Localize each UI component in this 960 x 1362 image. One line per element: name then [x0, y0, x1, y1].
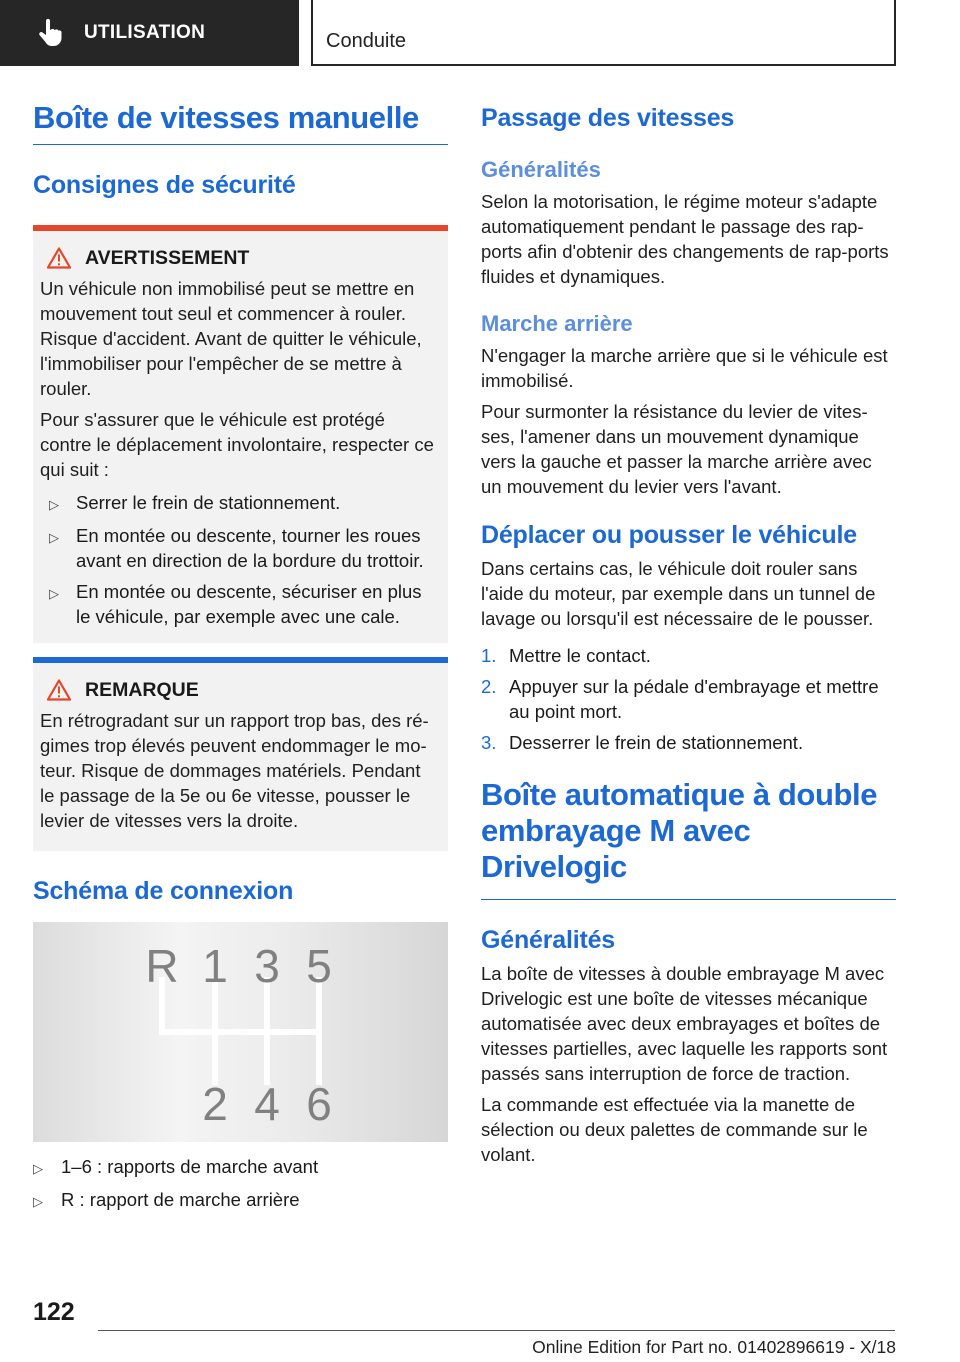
header-chapter-label: Conduite — [326, 30, 407, 52]
header-section-label: UTILISATION — [84, 22, 206, 43]
list-item — [40, 523, 440, 573]
header-section-tab — [0, 0, 299, 66]
list-item — [481, 643, 896, 668]
gear-label-3: 3 — [254, 939, 280, 992]
footer-divider — [98, 1330, 895, 1331]
warning-title — [40, 247, 440, 270]
list-item-text: 1–6 : rapports de marche avant — [61, 1155, 319, 1177]
gear-shift-diagram — [33, 922, 448, 1142]
note-paragraph: En rétrogradant sur un rapport trop bas, des ré-gimes trop élevés peuvent endommager le mo-teur. Risque de dommages matériels. Pendant le passage de la 5e ou 6e vitesse, pousser le levier de vitesses vers la droite. — [40, 709, 429, 831]
left-column — [33, 100, 448, 1220]
step-number: 3. — [481, 732, 497, 753]
schema-heading: Schéma de connexion — [33, 876, 294, 905]
warning-list — [40, 490, 440, 629]
gear-label-4: 4 — [254, 1077, 280, 1130]
hand-pointer-icon — [38, 19, 62, 47]
list-item-text: R : rapport de marche arrière — [61, 1188, 300, 1210]
gear-label-5: 5 — [306, 939, 332, 992]
list-item — [33, 1154, 448, 1181]
page-number: 122 — [33, 1298, 75, 1326]
list-item-text: Serrer le frein de stationnement. — [76, 491, 341, 513]
gear-label-r: R — [145, 939, 179, 992]
triangle-bullet-icon: ▷ — [49, 496, 59, 512]
schema-legend — [33, 1154, 448, 1214]
reverse-paragraph: N'engager la marche arrière que si le véhicule est immobilisé. — [481, 345, 888, 391]
move-vehicle-heading: Déplacer ou pousser le véhicule — [481, 521, 857, 549]
note-box — [33, 657, 448, 851]
general2-heading: Généralités — [481, 926, 615, 954]
triangle-bullet-icon: ▷ — [49, 529, 59, 545]
header-chapter-tab — [311, 0, 896, 66]
safety-heading: Consignes de sécurité — [33, 170, 296, 199]
list-item — [481, 730, 896, 755]
step-text: Mettre le contact. — [509, 645, 651, 666]
general2-paragraph: La commande est effectuée via la manette de sélection ou deux palettes de commande sur le volant. — [481, 1094, 868, 1165]
footer-edition: Online Edition for Part no. 01402896619 - X/18 — [532, 1337, 896, 1357]
reverse-paragraph: Pour surmonter la résistance du levier de vites-ses, l'amener dans un mouvement dynamique vers la gauche et passer la marche arrière avec un mouvement du levier vers l'avant. — [481, 401, 872, 497]
reverse-subheading: Marche arrière — [481, 311, 633, 336]
step-number: 1. — [481, 645, 497, 666]
gear-label-6: 6 — [306, 1077, 332, 1130]
step-text: Appuyer sur la pédale d'embrayage et mettre au point mort. — [509, 676, 879, 722]
warning-box — [33, 225, 448, 643]
list-item — [40, 579, 440, 629]
list-item-text: En montée ou descente, sécuriser en plus le véhicule, par exemple avec une cale. — [76, 580, 422, 627]
gear-label-1: 1 — [202, 939, 228, 992]
manual-gearbox-title: Boîte de vitesses manuelle — [33, 100, 448, 145]
step-number: 2. — [481, 676, 497, 697]
move-vehicle-paragraph: Dans certains cas, le véhicule doit rouler sans l'aide du moteur, par exemple dans un tunnel de lavage ou lorsqu'il est nécessaire de le pousser. — [481, 558, 876, 629]
notice-triangle-icon — [47, 679, 71, 701]
general-paragraph: Selon la motorisation, le régime moteur s'adapte automatiquement pendant le passage des rap-ports afin d'obtenir des changements de rap-ports fluides et dynamiques. — [481, 191, 889, 287]
general2-paragraph: La boîte de vitesses à double embrayage M avec Drivelogic est une boîte de vitesses mécanique automatisée avec deux embrayages et boîtes de vitesses partielles, avec laquelle les rapports sont passés sans interruption de force de traction. — [481, 963, 888, 1084]
warning-title-text: AVERTISSEMENT — [85, 246, 250, 269]
steps-list — [481, 643, 896, 755]
warning-triangle-icon — [47, 247, 71, 269]
step-text: Desserrer le frein de stationnement. — [509, 732, 804, 753]
list-item-text: En montée ou descente, tourner les roues avant en direction de la bordure du trottoir. — [76, 524, 424, 571]
list-item — [33, 1187, 448, 1214]
triangle-bullet-icon: ▷ — [33, 1193, 43, 1209]
list-item — [40, 490, 440, 517]
warning-paragraph: Un véhicule non immobilisé peut se mettre en mouvement tout seul et commencer à rouler. Risque d'accident. Avant de quitter le véhicule, l'immobiliser pour l'empêcher de se mettre à rouler. — [40, 277, 422, 399]
triangle-bullet-icon: ▷ — [49, 585, 59, 601]
shifting-heading: Passage des vitesses — [481, 104, 735, 132]
list-item — [481, 674, 896, 724]
note-title — [40, 679, 440, 702]
dual-clutch-title: Boîte automatique à double embrayage M avec Drivelogic — [481, 777, 896, 900]
warning-paragraph: Pour s'assurer que le véhicule est protégé contre le déplacement involontaire, respecter ce qui suit : — [40, 408, 434, 480]
triangle-bullet-icon: ▷ — [33, 1160, 43, 1176]
right-column — [481, 100, 896, 1167]
note-title-text: REMARQUE — [85, 678, 199, 701]
gear-label-2: 2 — [202, 1077, 228, 1130]
general-subheading: Généralités — [481, 157, 601, 182]
